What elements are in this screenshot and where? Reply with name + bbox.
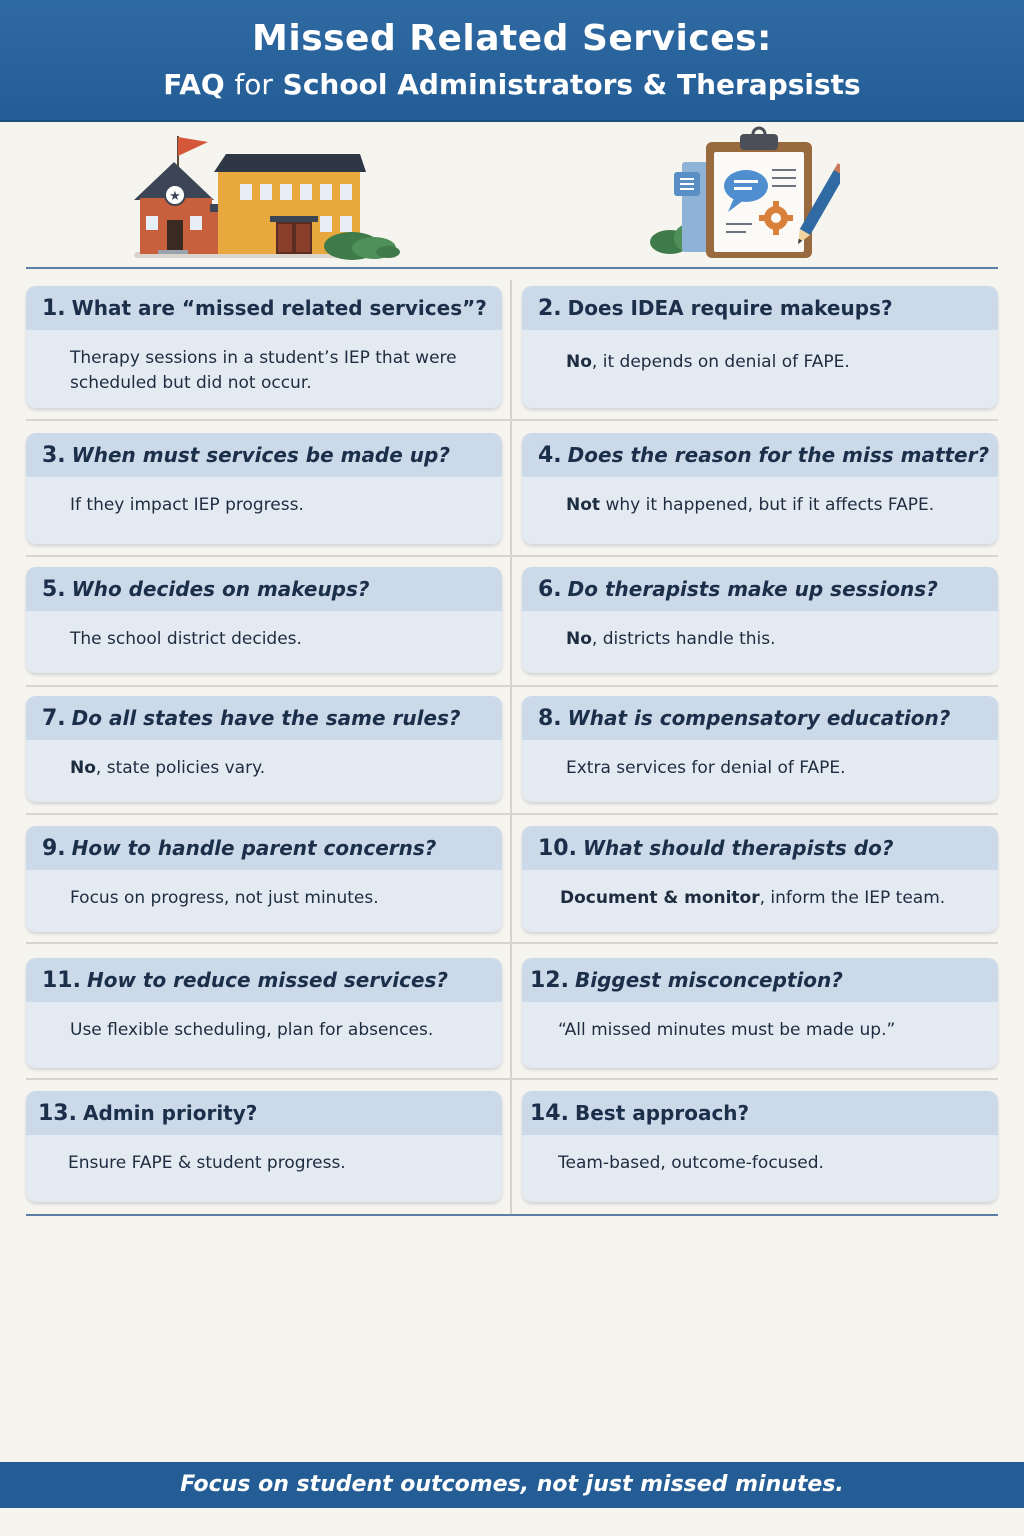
footer-banner [0,1462,1024,1508]
faq-answer [522,477,998,518]
faq-number: 3. [42,442,66,468]
faq-question-text: Who decides on makeups? [71,577,370,601]
faq-number: 13. [38,1100,77,1126]
subtitle-faq: FAQ [163,68,225,101]
faq-answer [522,1135,998,1176]
faq-answer-text: , districts handle this. [591,629,776,649]
faq-card-11 [26,958,502,1068]
row-separator [26,685,998,687]
school-building-icon [130,132,400,260]
faq-question [522,1091,998,1135]
faq-card-4 [522,433,998,544]
faq-answer [522,870,998,911]
faq-number: 12. [530,967,569,993]
faq-answer-text: Ensure FAPE & student progress. [68,1153,346,1173]
faq-answer-emphasis: Document & monitor [560,888,760,908]
faq-answer [26,740,502,781]
faq-question-text: Biggest misconception? [574,968,843,992]
subtitle-audience: School Administrators & Therapsists [282,68,861,101]
faq-card-12 [522,958,998,1068]
footer-text: Focus on student outcomes, not just missed minutes. [180,1472,844,1497]
page-title: Missed Related Services: [252,18,772,59]
faq-answer-text: , it depends on denial of FAPE. [591,352,850,372]
faq-answer-text: If they impact IEP progress. [70,495,304,515]
bottom-divider [26,1214,998,1216]
faq-answer-text: Team-based, outcome-focused. [558,1153,824,1173]
faq-question [522,286,998,330]
faq-answer [26,1002,502,1043]
faq-answer-text: , inform the IEP team. [759,888,946,908]
clipboard-pencil-icon [648,126,840,262]
row-separator [26,419,998,421]
faq-answer-text: why it happened, but if it affects FAPE. [600,495,935,515]
faq-number: 2. [538,295,562,321]
faq-card-2 [522,286,998,408]
faq-answer-text: Extra services for denial of FAPE. [566,758,846,778]
faq-answer-text: Therapy sessions in a student’s IEP that were scheduled but did not occur. [70,348,457,393]
faq-question-text: What is compensatory education? [567,706,951,730]
faq-number: 6. [538,576,562,602]
faq-answer-text: Use flexible scheduling, plan for absences. [70,1020,434,1040]
row-separator [26,942,998,944]
faq-number: 8. [538,705,562,731]
faq-answer [26,611,502,652]
faq-number: 4. [538,442,562,468]
faq-number: 11. [42,967,81,993]
row-separator [26,555,998,557]
faq-answer [522,330,998,375]
faq-number: 1. [42,295,66,321]
page-subtitle [0,68,1024,101]
faq-question-text: When must services be made up? [71,443,450,467]
top-divider [26,267,998,269]
faq-answer-emphasis: Not [566,495,601,515]
faq-number: 5. [42,576,66,602]
faq-answer-text: Focus on progress, not just minutes. [70,888,379,908]
faq-question-text: Best approach? [574,1101,750,1125]
row-separator [26,1078,998,1080]
faq-question-text: What are “missed related services”? [71,296,487,320]
faq-answer [26,870,502,911]
faq-answer-emphasis: No [70,758,96,778]
faq-answer [26,330,502,396]
faq-question [522,433,998,477]
faq-number: 10. [538,835,577,861]
faq-question [522,958,998,1002]
faq-question-text: How to handle parent concerns? [71,836,437,860]
faq-question [522,826,998,870]
faq-question-text: Do all states have the same rules? [71,706,461,730]
faq-card-8 [522,696,998,802]
faq-question-text: Does the reason for the miss matter? [567,443,990,467]
faq-answer [26,477,502,518]
faq-question [522,567,998,611]
faq-card-1 [26,286,502,408]
faq-card-7 [26,696,502,802]
faq-answer-emphasis: No [566,629,592,649]
faq-number: 14. [530,1100,569,1126]
faq-card-3 [26,433,502,544]
faq-question [26,1091,502,1135]
faq-card-14 [522,1091,998,1202]
faq-answer-text: The school district decides. [70,629,302,649]
header-banner [0,0,1024,122]
faq-question-text: How to reduce missed services? [86,968,449,992]
faq-answer [522,611,998,652]
faq-question-text: Does IDEA require makeups? [567,296,893,320]
faq-answer-text: “All missed minutes must be made up.” [558,1020,896,1040]
faq-card-10 [522,826,998,932]
faq-question [26,826,502,870]
faq-card-9 [26,826,502,932]
faq-answer-text: , state policies vary. [95,758,266,778]
faq-question [26,433,502,477]
faq-answer-emphasis: No [566,352,592,372]
faq-number: 9. [42,835,66,861]
svg-text:★: ★ [169,189,181,204]
faq-card-13 [26,1091,502,1202]
faq-question [26,958,502,1002]
faq-answer [26,1135,502,1176]
row-separator [26,813,998,815]
faq-card-5 [26,567,502,673]
faq-answer [522,1002,998,1043]
faq-question-text: Do therapists make up sessions? [567,577,938,601]
faq-question [26,567,502,611]
faq-number: 7. [42,705,66,731]
faq-question-text: What should therapists do? [582,836,894,860]
faq-question-text: Admin priority? [82,1101,258,1125]
faq-answer [522,740,998,781]
faq-question [26,286,502,330]
subtitle-for: for [234,68,273,101]
faq-card-6 [522,567,998,673]
faq-question [26,696,502,740]
faq-question [522,696,998,740]
